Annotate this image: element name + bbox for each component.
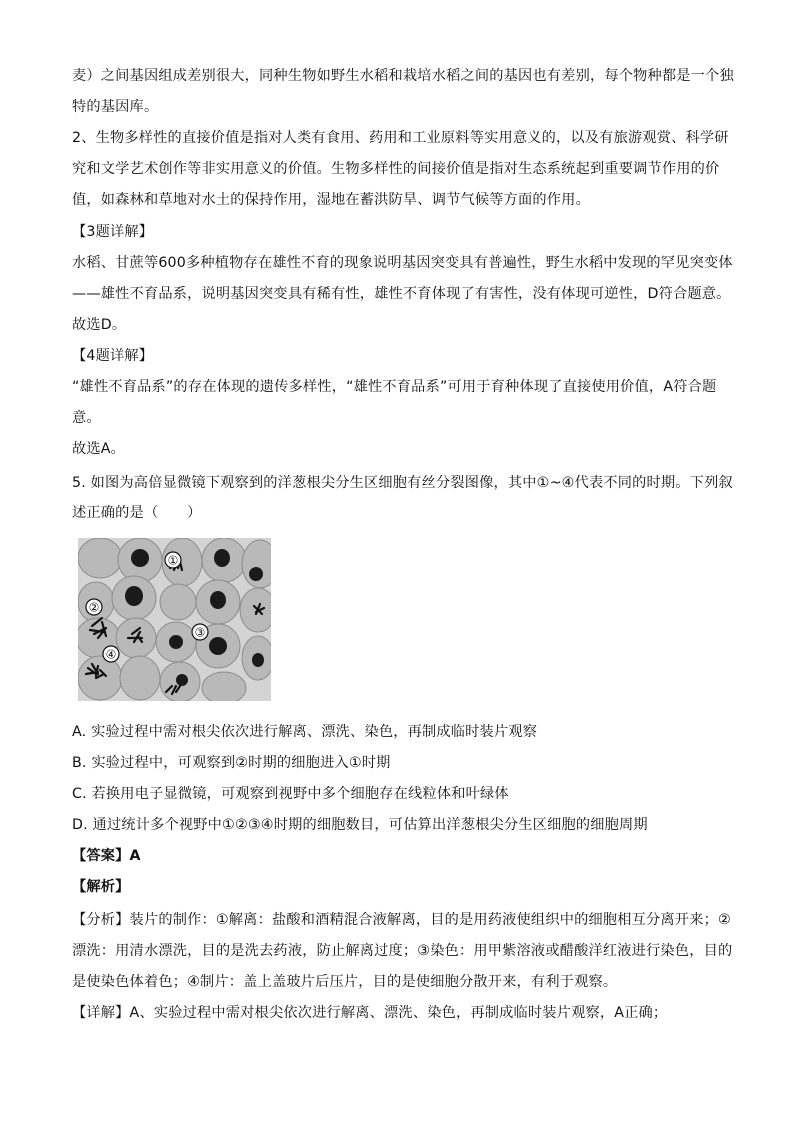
- text-line: 意。: [72, 410, 101, 426]
- label-3: ③: [194, 625, 206, 640]
- text-line: “雄性不育品系”的存在体现的遗传多样性，“雄性不育品系”可用于育种体现了直接使用价值，A符合题: [72, 379, 717, 395]
- question-text: 5. 如图为高倍显微镜下观察到的洋葱根尖分生区细胞有丝分裂图像，其中①~④代表不同的时期。下列叙: [72, 475, 733, 491]
- label-2: ②: [88, 600, 100, 615]
- section-heading: 【4题详解】: [72, 348, 154, 364]
- text-line: 故选A。: [72, 441, 126, 457]
- text-line: 2、生物多样性的直接价值是指对人类有食用、药用和工业原料等实用意义的，以及有旅游观赏、科学研: [72, 130, 729, 146]
- micrograph-figure: [78, 538, 271, 701]
- analysis-text: 【分析】装片的制作：①解离：盐酸和酒精混合液解离，目的是用药液使组织中的细胞相互分离开来；②: [72, 912, 731, 928]
- text-line: 水稻、甘蔗等600多种植物存在雄性不育的现象说明基因突变具有普遍性，野生水稻中发现的罕见突变体: [72, 255, 733, 271]
- text-line: 特的基因库。: [72, 99, 159, 115]
- text-line: 值，如森林和草地对水土的保持作用，湿地在蓄洪防旱、调节气候等方面的作用。: [72, 192, 590, 208]
- option-d: D. 通过统计多个视野中①②③④时期的细胞数目，可估算出洋葱根尖分生区细胞的细胞周期: [72, 817, 648, 833]
- text-line: 故选D。: [72, 317, 127, 333]
- option-b: B. 实验过程中，可观察到②时期的细胞进入①时期: [72, 755, 391, 771]
- label-1: ①: [167, 553, 179, 568]
- onion-root-tip-micrograph: [78, 538, 271, 701]
- question-text: 述正确的是（ ）: [72, 505, 202, 521]
- text-line: 麦）之间基因组成差别很大，同种生物如野生水稻和栽培水稻之间的基因也有差别，每个物种都是一个独: [72, 68, 734, 84]
- text-line: ——雄性不育品系，说明基因突变具有稀有性，雄性不育体现了有害性，没有体现可逆性，D符合题意。: [72, 286, 731, 302]
- answer-line: 【答案】A: [72, 848, 141, 864]
- detail-text: 【详解】A、实验过程中需对根尖依次进行解离、漂洗、染色，再制成临时装片观察，A正确；: [72, 1005, 668, 1021]
- analysis-text: 是使染色体着色；④制片：盖上盖玻片后压片，目的是使细胞分散开来，有利于观察。: [72, 974, 618, 990]
- analysis-heading: 【解析】: [72, 879, 130, 895]
- option-a: A. 实验过程中需对根尖依次进行解离、漂洗、染色，再制成临时装片观察: [72, 724, 538, 740]
- label-4: ④: [105, 647, 117, 662]
- analysis-text: 漂洗：用清水漂洗，目的是洗去药液，防止解离过度；③染色：用甲紫溶液或醋酸洋红液进行染色，目的: [72, 943, 733, 959]
- text-line: 究和文学艺术创作等非实用意义的价值。生物多样性的间接价值是指对生态系统起到重要调节作用的价: [72, 161, 720, 177]
- section-heading: 【3题详解】: [72, 224, 154, 240]
- option-c: C. 若换用电子显微镜，可观察到视野中多个细胞存在线粒体和叶绿体: [72, 786, 509, 802]
